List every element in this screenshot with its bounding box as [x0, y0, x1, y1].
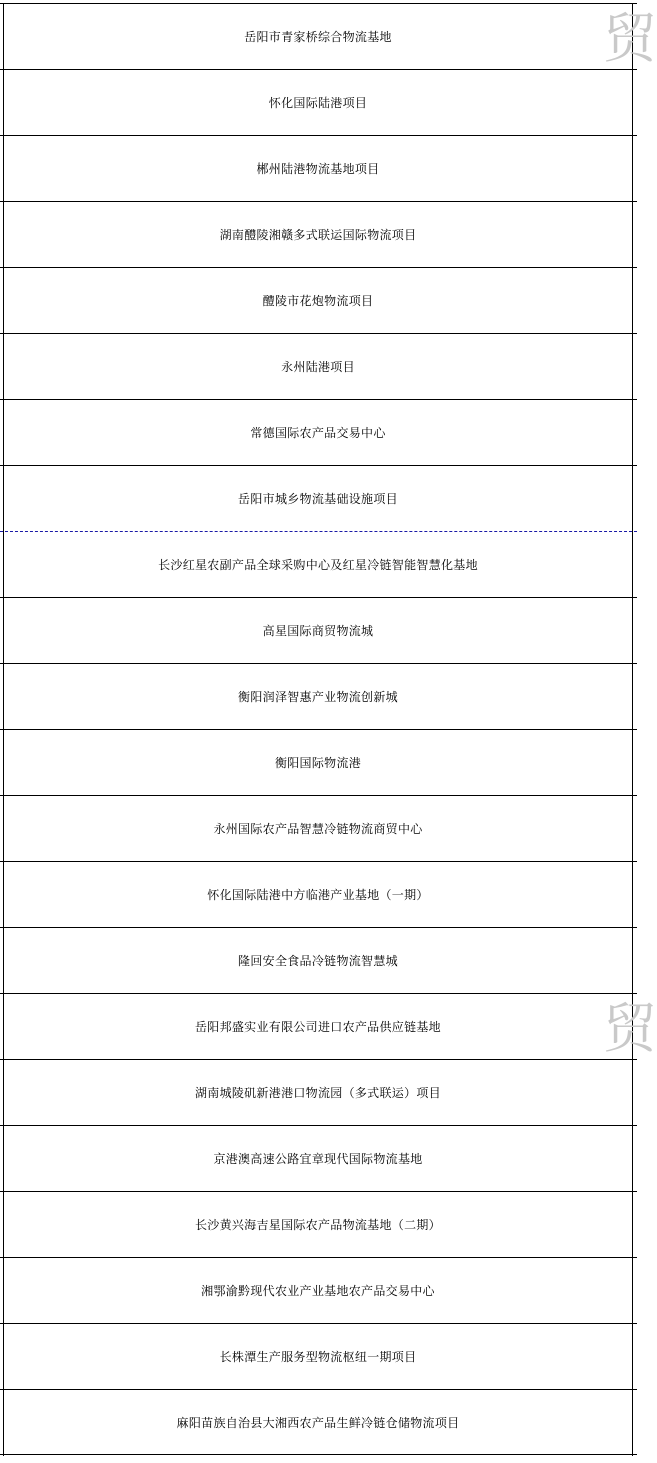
table-cell: [3, 1323, 633, 1390]
table-row: [0, 1257, 637, 1323]
project-name: 衡阳润泽智惠产业物流创新城: [238, 690, 398, 704]
table-cell: [3, 135, 633, 202]
project-name: 岳阳市城乡物流基础设施项目: [238, 492, 398, 506]
table-row: [0, 663, 637, 729]
project-name: 常德国际农产品交易中心: [250, 426, 386, 440]
project-name: 高星国际商贸物流城: [262, 624, 374, 638]
table-row: [0, 1191, 637, 1257]
watermark-glyph: 贸: [603, 997, 657, 1060]
table-row: [0, 135, 637, 201]
table-cell: [3, 993, 633, 1060]
table-row: [0, 729, 637, 795]
table-row: [0, 861, 637, 927]
project-name: 麻阳苗族自治县大湘西农产品生鲜冷链仓储物流项目: [176, 1416, 460, 1430]
table-cell: [3, 729, 633, 796]
project-table: [0, 3, 637, 1455]
project-name: 湘鄂渝黔现代农业产业基地农产品交易中心: [201, 1284, 435, 1298]
project-name: 永州陆港项目: [281, 360, 355, 374]
table-row: [0, 399, 637, 465]
table-cell: [3, 69, 633, 136]
table-row: [0, 927, 637, 993]
table-cell: [3, 1059, 633, 1126]
project-name: 长沙黄兴海吉星国际农产品物流基地（二期）: [194, 1218, 441, 1232]
watermark-glyph: 贸: [603, 7, 657, 70]
project-name: 郴州陆港物流基地项目: [256, 162, 380, 176]
project-name: 隆回安全食品冷链物流智慧城: [238, 954, 398, 968]
table-cell: [3, 927, 633, 994]
table-cell: [3, 1257, 633, 1324]
table-cell: [3, 861, 633, 928]
table-cell: [3, 1389, 633, 1456]
table-row: [0, 333, 637, 399]
project-name: 湖南城陵矶新港港口物流园（多式联运）项目: [194, 1086, 441, 1100]
table-cell: [3, 1125, 633, 1192]
project-name: 怀化国际陆港中方临港产业基地（一期）: [207, 888, 429, 902]
project-name: 衡阳国际物流港: [274, 756, 362, 770]
table-cell: [3, 663, 633, 730]
table-row: [0, 597, 637, 663]
table-row: [0, 267, 637, 333]
project-name: 岳阳邦盛实业有限公司进口农产品供应链基地: [194, 1020, 441, 1034]
table-cell: [3, 465, 633, 532]
table-row: [0, 3, 637, 69]
table-cell: [3, 531, 633, 598]
table-cell: [3, 399, 633, 466]
project-name: 湖南醴陵湘赣多式联运国际物流项目: [219, 228, 417, 242]
table-cell: [3, 1191, 633, 1258]
table-cell: [3, 597, 633, 664]
table-row: [0, 1125, 637, 1191]
table-row: [0, 993, 637, 1059]
table-row: [0, 201, 637, 267]
project-name: 岳阳市青家桥综合物流基地: [244, 30, 392, 44]
table-row: [0, 1389, 637, 1455]
table-cell: [3, 267, 633, 334]
table-row: [0, 1323, 637, 1389]
table-cell: [3, 333, 633, 400]
table-row: [0, 465, 637, 531]
table-cell: [3, 201, 633, 268]
project-name: 京港澳高速公路宜章现代国际物流基地: [213, 1152, 423, 1166]
table-row: [0, 531, 637, 597]
project-name: 怀化国际陆港项目: [268, 96, 368, 110]
table-cell: [3, 3, 633, 70]
project-name: 醴陵市花炮物流项目: [262, 294, 374, 308]
table-cell: [3, 795, 633, 862]
project-name: 长沙红星农副产品全球采购中心及红星冷链智能智慧化基地: [158, 558, 478, 572]
table-row: [0, 69, 637, 135]
project-name: 永州国际农产品智慧冷链物流商贸中心: [213, 822, 423, 836]
table-row: [0, 1059, 637, 1125]
table-row: [0, 795, 637, 861]
project-name: 长株潭生产服务型物流枢纽一期项目: [219, 1350, 417, 1364]
